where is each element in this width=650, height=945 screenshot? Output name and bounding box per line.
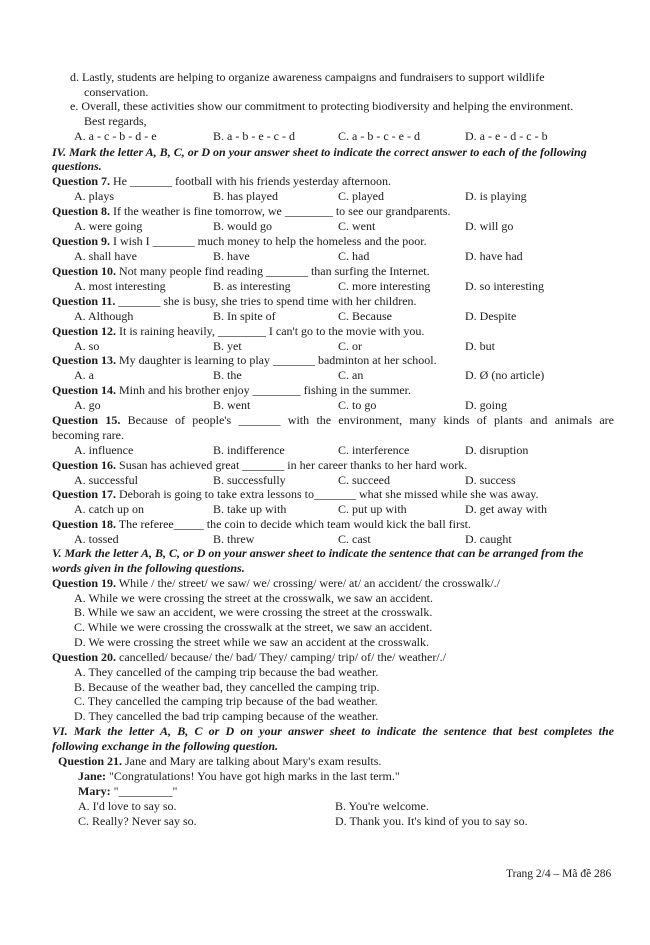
q16-option-b: B. successfully xyxy=(213,473,286,487)
q19-option-d: D. We were crossing the street while we saw an accident at the crosswalk. xyxy=(74,635,430,649)
q15-option-c: C. interference xyxy=(338,443,410,457)
q19-option-a: A. While we were crossing the street at the crosswalk, we saw an accident. xyxy=(74,591,433,605)
q16-option-d: D. success xyxy=(465,473,516,487)
q11-option-a: A. Although xyxy=(74,309,134,323)
q21-mary-line: Mary: "_________" xyxy=(78,784,178,798)
item-d-cont: conservation. xyxy=(84,85,149,99)
q17-option-c: C. put up with xyxy=(338,502,407,516)
question-20: Question 20. cancelled/ because/ the/ bad/ They/ camping/ trip/ of/ the/ weather/./ xyxy=(52,650,447,664)
q8-option-c: C. went xyxy=(338,219,376,233)
q12-option-c: C. or xyxy=(338,339,362,353)
top-option-b: B. a - b - e - c - d xyxy=(213,129,295,143)
question-15-cont: becoming rare. xyxy=(52,428,124,442)
q10-option-c: C. more interesting xyxy=(338,279,431,293)
item-e: e. Overall, these activities show our commitment to protecting biodiversity and helping the environment. xyxy=(70,99,574,113)
q18-option-a: A. tossed xyxy=(74,532,119,546)
q20-option-b: B. Because of the weather bad, they cancelled the camping trip. xyxy=(74,680,380,694)
question-16: Question 16. Susan has achieved great _______ in her career thanks to her hard work. xyxy=(52,458,468,472)
page-footer: Trang 2/4 – Mã đề 286 xyxy=(506,868,612,880)
question-7: Question 7. He _______ football with his friends yesterday afternoon. xyxy=(52,174,391,188)
q15-option-d: D. disruption xyxy=(465,443,529,457)
section-iv-heading-cont: questions. xyxy=(52,159,102,173)
question-18: Question 18. The referee_____ the coin to decide which team would kick the ball first. xyxy=(52,517,472,531)
section-iv-heading: IV. Mark the letter A, B, C, or D on your answer sheet to indicate the correct answer to each of the following xyxy=(52,145,587,159)
q21-option-b: B. You're welcome. xyxy=(335,799,429,813)
question-11: Question 11. _______ she is busy, she tries to spend time with her children. xyxy=(52,294,417,308)
q20-option-c: C. They cancelled the camping trip because of the bad weather. xyxy=(74,694,378,708)
q17-option-a: A. catch up on xyxy=(74,502,144,516)
q21-option-d: D. Thank you. It's kind of you to say so. xyxy=(335,814,528,828)
q11-option-c: C. Because xyxy=(338,309,392,323)
q19-option-c: C. While we were crossing the crosswalk at the street, we saw an accident. xyxy=(74,620,433,634)
q8-option-d: D. will go xyxy=(465,219,514,233)
q13-option-c: C. an xyxy=(338,368,364,382)
section-vi-heading: VI. Mark the letter A, B, C or D on your answer sheet to indicate the sentence that best completes the xyxy=(52,724,614,738)
q10-option-b: B. as interesting xyxy=(213,279,291,293)
q8-option-a: A. were going xyxy=(74,219,143,233)
q14-option-c: C. to go xyxy=(338,398,377,412)
section-v-heading-cont: words given in the following questions. xyxy=(52,561,245,575)
q13-option-d: D. Ø (no article) xyxy=(465,368,545,382)
top-option-a: A. a - c - b - d - e xyxy=(74,129,157,143)
q9-option-b: B. have xyxy=(213,249,250,263)
top-option-d: D. a - e - d - c - b xyxy=(465,129,548,143)
q10-option-a: A. most interesting xyxy=(74,279,166,293)
q18-option-b: B. threw xyxy=(213,532,255,546)
q17-option-d: D. get away with xyxy=(465,502,547,516)
question-21: Question 21. Jane and Mary are talking about Mary's exam results. xyxy=(58,754,382,768)
question-17: Question 17. Deborah is going to take extra lessons to_______ what she missed while she was away. xyxy=(52,487,539,501)
q9-option-c: C. had xyxy=(338,249,370,263)
question-13: Question 13. My daughter is learning to play _______ badminton at her school. xyxy=(52,353,437,367)
q14-option-d: D. going xyxy=(465,398,507,412)
q18-option-c: C. cast xyxy=(338,532,371,546)
q20-option-a: A. They cancelled of the camping trip because the bad weather. xyxy=(74,665,379,679)
q10-option-d: D. so interesting xyxy=(465,279,544,293)
q7-option-a: A. plays xyxy=(74,189,114,203)
q12-option-b: B. yet xyxy=(213,339,242,353)
q21-option-c: C. Really? Never say so. xyxy=(78,814,197,828)
q16-option-c: C. succeed xyxy=(338,473,390,487)
question-15: Question 15. Because of people's _______ with the environment, many kinds of plants and animals are xyxy=(52,413,614,427)
question-19: Question 19. While / the/ street/ we saw/ we/ crossing/ were/ at/ an accident/ the crosswalk/./ xyxy=(52,576,501,590)
q12-option-a: A. so xyxy=(74,339,100,353)
q13-option-b: B. the xyxy=(213,368,242,382)
question-9: Question 9. I wish I _______ much money to help the homeless and the poor. xyxy=(52,234,427,248)
q17-option-b: B. take up with xyxy=(213,502,287,516)
q15-option-a: A. influence xyxy=(74,443,134,457)
section-vi-heading-cont: following exchange in the following question. xyxy=(52,739,279,753)
item-e-cont: Best regards, xyxy=(84,114,147,128)
q21-jane-line: Jane: "Congratulations! You have got high marks in the last term." xyxy=(78,769,400,783)
q7-option-b: B. has played xyxy=(213,189,278,203)
q14-option-a: A. go xyxy=(74,398,101,412)
q11-option-d: D. Despite xyxy=(465,309,517,323)
q12-option-d: D. but xyxy=(465,339,495,353)
q18-option-d: D. caught xyxy=(465,532,512,546)
q7-option-d: D. is playing xyxy=(465,189,527,203)
question-12: Question 12. It is raining heavily, ________ I can't go to the movie with you. xyxy=(52,324,425,338)
section-v-heading: V. Mark the letter A, B, C, or D on your answer sheet to indicate the sentence that can be arranged from the xyxy=(52,546,584,560)
q8-option-b: B. would go xyxy=(213,219,273,233)
q16-option-a: A. successful xyxy=(74,473,138,487)
q9-option-d: D. have had xyxy=(465,249,523,263)
q13-option-a: A. a xyxy=(74,368,94,382)
top-option-c: C. a - b - c - e - d xyxy=(338,129,420,143)
item-d: d. Lastly, students are helping to organize awareness campaigns and fundraisers to support wildlife xyxy=(70,70,545,84)
question-8: Question 8. If the weather is fine tomorrow, we ________ to see our grandparents. xyxy=(52,204,451,218)
q15-option-b: B. indifference xyxy=(213,443,285,457)
q7-option-c: C. played xyxy=(338,189,384,203)
q21-option-a: A. I'd love to say so. xyxy=(78,799,177,813)
q11-option-b: B. In spite of xyxy=(213,309,276,323)
q19-option-b: B. While we saw an accident, we were crossing the street at the crosswalk. xyxy=(74,605,433,619)
q14-option-b: B. went xyxy=(213,398,251,412)
q9-option-a: A. shall have xyxy=(74,249,137,263)
q20-option-d: D. They cancelled the bad trip camping because of the weather. xyxy=(74,709,379,723)
question-14: Question 14. Minh and his brother enjoy ________ fishing in the summer. xyxy=(52,383,411,397)
question-10: Question 10. Not many people find reading _______ than surfing the Internet. xyxy=(52,264,430,278)
